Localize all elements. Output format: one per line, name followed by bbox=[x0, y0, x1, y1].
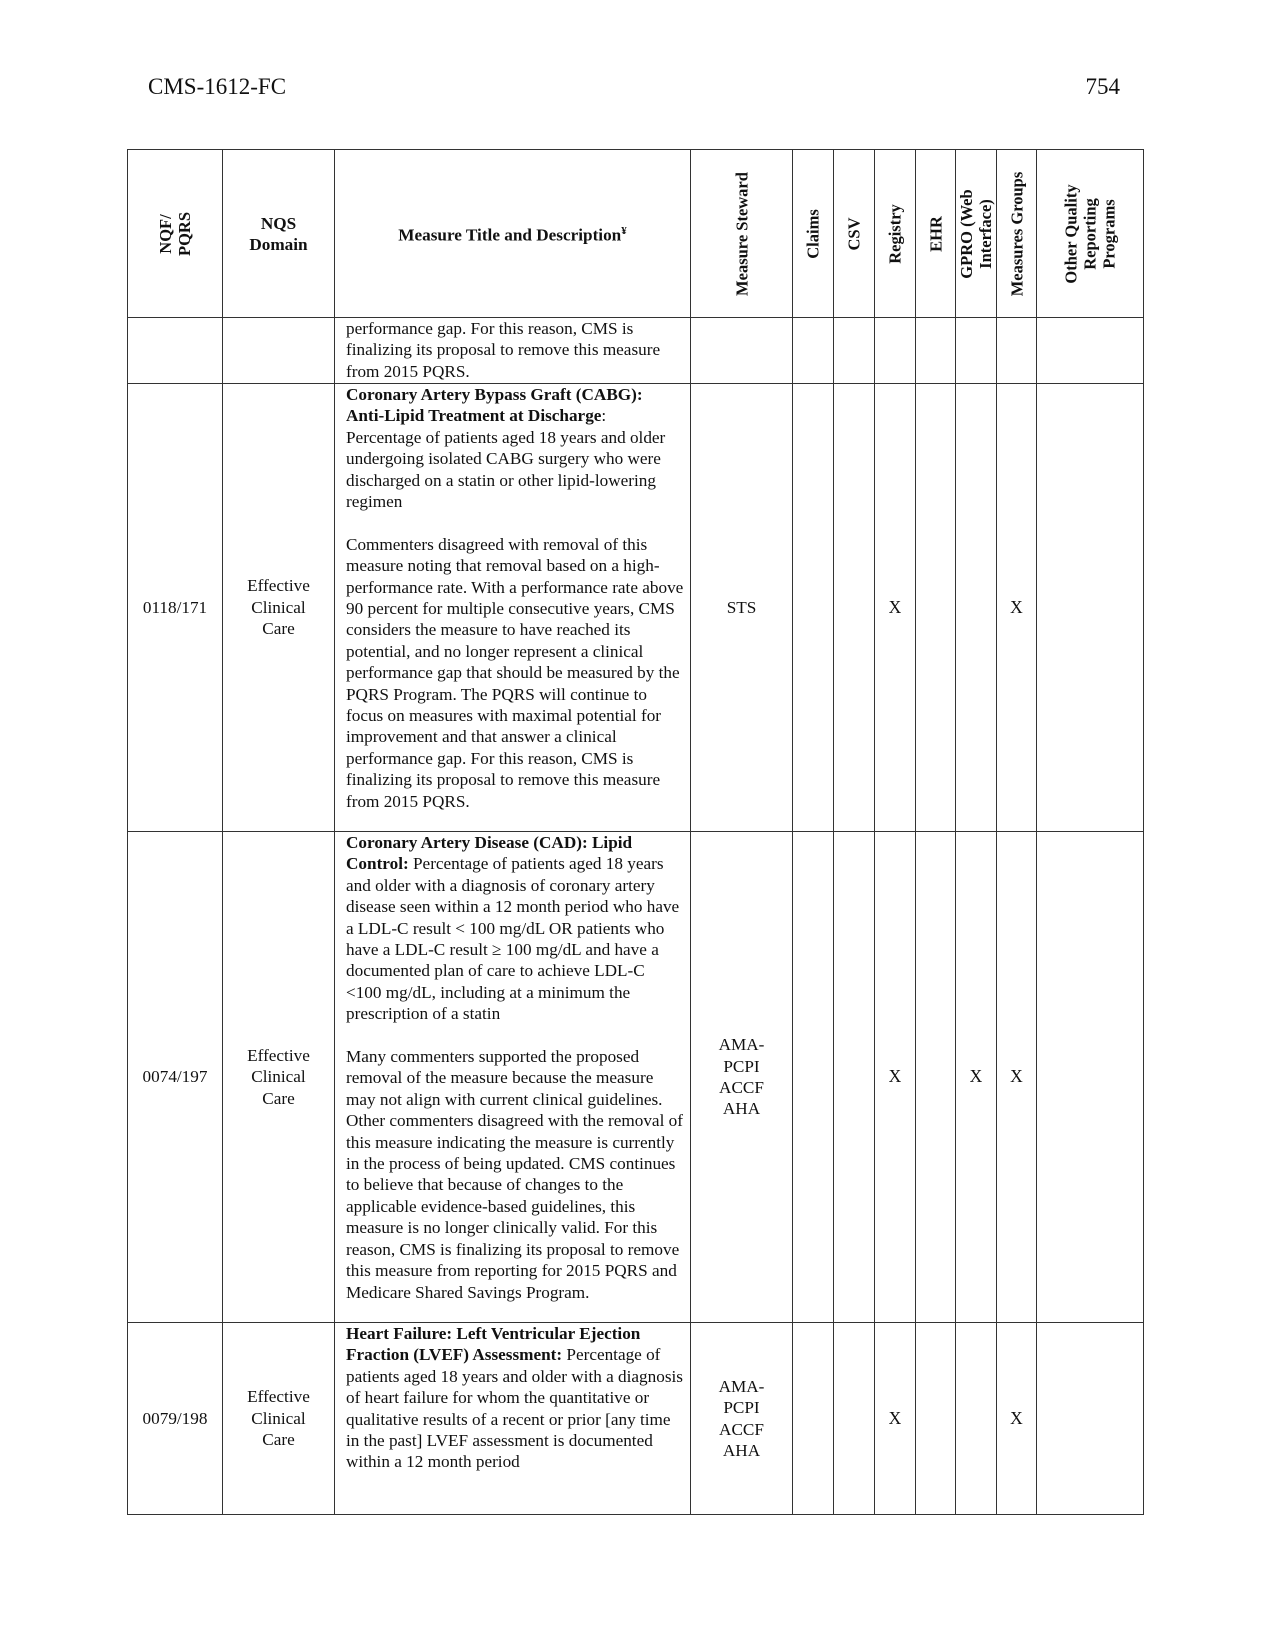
csv-cell bbox=[834, 1323, 875, 1515]
other-cell bbox=[1037, 318, 1144, 384]
domain-line: Clinical bbox=[251, 1408, 306, 1428]
domain-cell bbox=[223, 832, 335, 1323]
nqf-cell: 0118/171 bbox=[128, 384, 223, 832]
page-number: 754 bbox=[1085, 74, 1120, 99]
measure-title: Heart Failure: Left Ventricular Ejection Fraction (LVEF) Assessment: bbox=[346, 1324, 641, 1365]
domain-line: Effective bbox=[247, 1387, 310, 1407]
col-gpro-line2: Interface) bbox=[976, 198, 995, 269]
steward-line: AMA- bbox=[718, 1035, 765, 1055]
ehr-cell bbox=[916, 384, 956, 832]
col-registry-label: Registry bbox=[885, 203, 905, 264]
registry-cell bbox=[875, 318, 916, 384]
col-claims bbox=[793, 150, 834, 318]
domain-line: Clinical bbox=[251, 597, 306, 617]
csv-cell bbox=[834, 318, 875, 384]
measures-table bbox=[127, 149, 1144, 1515]
measure-title: Coronary Artery Disease (CAD): Lipid Control: bbox=[346, 833, 633, 874]
steward-line: AHA bbox=[722, 1099, 761, 1119]
col-registry bbox=[875, 150, 916, 318]
other-cell bbox=[1037, 1323, 1144, 1515]
col-nqs-domain bbox=[223, 150, 335, 318]
description-cell bbox=[335, 1323, 691, 1515]
steward-line: PCPI bbox=[723, 1398, 760, 1418]
col-title-text: Measure Title and Description bbox=[398, 225, 622, 245]
claims-cell bbox=[793, 384, 834, 832]
col-other-line2: Reporting bbox=[1080, 197, 1100, 270]
col-nqf-line2: PQRS bbox=[175, 211, 194, 256]
domain-cell bbox=[223, 318, 335, 384]
steward-cell bbox=[691, 384, 793, 832]
col-nqs-line2: Domain bbox=[249, 234, 308, 254]
domain-line: Care bbox=[262, 1088, 295, 1108]
table-row bbox=[128, 318, 1144, 384]
ehr-cell bbox=[916, 1323, 956, 1515]
description-cell bbox=[335, 384, 691, 832]
col-nqf-pqrs bbox=[128, 150, 223, 318]
registry-cell: X bbox=[875, 384, 916, 832]
col-other-programs bbox=[1037, 150, 1144, 318]
claims-cell bbox=[793, 318, 834, 384]
other-cell bbox=[1037, 832, 1144, 1323]
steward-line: ACCF bbox=[719, 1078, 764, 1097]
claims-cell bbox=[793, 832, 834, 1323]
col-csv bbox=[834, 150, 875, 318]
csv-cell bbox=[834, 384, 875, 832]
domain-line: Care bbox=[262, 1430, 295, 1450]
nqf-cell: 0074/197 bbox=[128, 832, 223, 1323]
nqf-cell: 0079/198 bbox=[128, 1323, 223, 1515]
comment-text: Commenters disagreed with removal of this measure noting that removal based on a high-performance rate. With a performance rate above 90 percent for multiple consecutive years, CMS considers the measure to have reached its potential, and no longer represent a clinical performance gap that should be measured by the PQRS Program. The PQRS will continue to focus on measures with maximal potential for improvement and that answer a clinical performance gap. For this reason, CMS is finalizing its proposal to remove this measure from 2015 PQRS. bbox=[346, 534, 684, 811]
steward-cell bbox=[691, 1323, 793, 1515]
groups-cell: X bbox=[997, 384, 1037, 832]
csv-cell bbox=[834, 832, 875, 1323]
gpro-cell bbox=[956, 384, 997, 832]
gpro-cell bbox=[956, 1323, 997, 1515]
steward-line: AHA bbox=[722, 1440, 761, 1460]
col-measure-title bbox=[335, 150, 691, 318]
col-nqf-line1: NQF/ bbox=[156, 213, 175, 254]
domain-line: Care bbox=[262, 619, 295, 639]
col-steward-label: Measure Steward bbox=[732, 171, 751, 296]
document-id: CMS-1612-FC bbox=[148, 74, 287, 99]
ehr-cell bbox=[916, 318, 956, 384]
domain-line: Effective bbox=[247, 1045, 310, 1065]
domain-cell bbox=[223, 384, 335, 832]
registry-cell: X bbox=[875, 832, 916, 1323]
domain-line: Effective bbox=[247, 576, 310, 596]
steward-line: PCPI bbox=[723, 1056, 760, 1076]
col-steward bbox=[691, 150, 793, 318]
gpro-cell bbox=[956, 318, 997, 384]
col-other-line1: Other Quality bbox=[1061, 183, 1081, 284]
groups-cell: X bbox=[997, 832, 1037, 1323]
gpro-cell: X bbox=[956, 832, 997, 1323]
col-title-sup: ¥ bbox=[621, 225, 627, 238]
steward-line: AMA- bbox=[718, 1376, 765, 1396]
col-nqs-line1: NQS bbox=[260, 213, 297, 233]
table-row bbox=[128, 384, 1144, 832]
measure-description: Percentage of patients aged 18 years and older with a diagnosis of coronary artery disease seen within a 12 month period who have a LDL-C result < 100 mg/dL OR patients who have a LDL-C result ≥ 100 mg/dL and have a documented plan of care to achieve LDL-C <100 mg/dL, including at a minimum the prescription of a statin bbox=[346, 854, 680, 1024]
description-cell bbox=[335, 832, 691, 1323]
measure-description: Percentage of patients aged 18 years and older with a diagnosis of heart failure for whom the quantitative or qualitative results of a recent or prior [any time in the past] LVEF assessment is documented within a 12 month period bbox=[346, 1345, 683, 1472]
registry-cell: X bbox=[875, 1323, 916, 1515]
groups-cell: X bbox=[997, 1323, 1037, 1515]
col-claims-label: Claims bbox=[803, 208, 823, 259]
nqf-cell bbox=[128, 318, 223, 384]
groups-cell bbox=[997, 318, 1037, 384]
col-csv-label: CSV bbox=[844, 216, 864, 251]
steward-cell bbox=[691, 832, 793, 1323]
steward-cell bbox=[691, 318, 793, 384]
table-row bbox=[128, 832, 1144, 1323]
header-row bbox=[128, 150, 1144, 318]
table-row bbox=[128, 1323, 1144, 1515]
col-measures-groups bbox=[997, 150, 1037, 318]
col-groups-label: Measures Groups bbox=[1007, 171, 1026, 296]
col-other-line3: Programs bbox=[1099, 198, 1119, 269]
measure-title: Coronary Artery Bypass Graft (CABG): Anti-Lipid Treatment at Discharge bbox=[346, 385, 643, 426]
domain-line: Clinical bbox=[251, 1067, 306, 1087]
domain-cell bbox=[223, 1323, 335, 1515]
ehr-cell bbox=[916, 832, 956, 1323]
measure-description: : Percentage of patients aged 18 years and older undergoing isolated CABG surgery who were discharged on a statin or other lipid-lowering regimen bbox=[346, 406, 666, 512]
col-gpro bbox=[956, 150, 997, 318]
steward-line: STS bbox=[726, 597, 757, 617]
description-text: performance gap. For this reason, CMS is finalizing its proposal to remove this measure from 2015 PQRS. bbox=[346, 319, 661, 381]
col-ehr bbox=[916, 150, 956, 318]
comment-text: Many commenters supported the proposed removal of the measure because the measure may not align with current clinical guidelines. Other commenters disagreed with the removal of this measure indicating the measure is currently in the process of being updated. CMS continues to believe that because of changes to the applicable evidence-based guidelines, this measure is no longer clinically valid. For this reason, CMS is finalizing its proposal to remove this measure from reporting for 2015 PQRS and Medicare Shared Savings Program. bbox=[346, 1047, 683, 1302]
other-cell bbox=[1037, 384, 1144, 832]
claims-cell bbox=[793, 1323, 834, 1515]
description-cell bbox=[335, 318, 691, 384]
col-ehr-label: EHR bbox=[926, 215, 945, 252]
col-gpro-line1: GPRO (Web bbox=[957, 188, 976, 279]
steward-line: ACCF bbox=[719, 1419, 764, 1439]
page-header bbox=[148, 74, 1120, 104]
